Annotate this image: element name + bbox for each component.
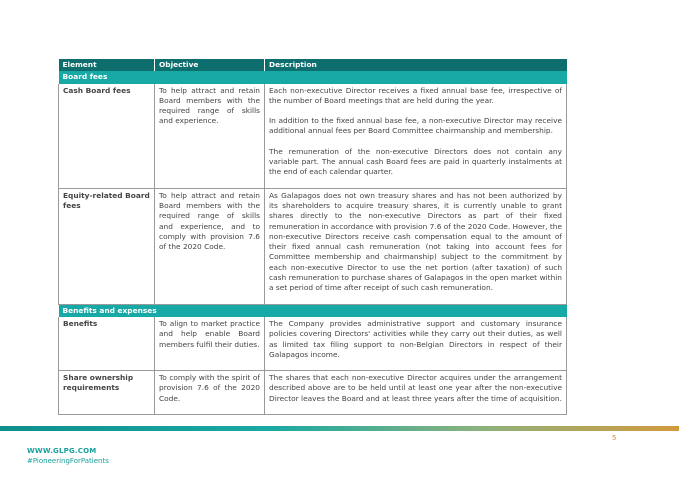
column-header-description: Description — [265, 59, 567, 71]
description-cell — [265, 84, 567, 189]
section-title: Board fees — [59, 71, 567, 83]
section-title: Benefits and expenses — [59, 304, 567, 317]
description-paragraph: In addition to the fixed annual base fee, a non-executive Director may receive additional annual fees per Board Committee chairmanship and membership. — [269, 116, 562, 136]
element-cell: Equity-related Board fees — [59, 188, 155, 304]
table-row — [59, 371, 567, 415]
remuneration-table — [58, 59, 567, 415]
objective-cell: To help attract and retain Board members with the required range of skills and experience. — [155, 84, 265, 189]
table-header-row — [59, 59, 567, 71]
website-link[interactable]: WWW.GLPG.COM — [27, 447, 97, 455]
element-cell: Share ownership requirements — [59, 371, 155, 415]
objective-cell: To comply with the spirit of provision 7.6 of the 2020 Code. — [155, 371, 265, 415]
description-cell — [265, 371, 567, 415]
description-paragraph: The Company provides administrative support and customary insurance policies covering Directors' activities while they carry out their duties, as well as limited tax filing support to non-Belgian Directors in respect of their Galapagos income. — [269, 318, 562, 359]
hashtag-text: #PioneeringForPatients — [27, 457, 109, 465]
section-row-benefits-expenses — [59, 304, 567, 317]
description-paragraph: The remuneration of the non-executive Directors does not contain any variable part. The annual cash Board fees are paid in quarterly instalments at the end of each calendar quarter. — [269, 146, 562, 177]
page-number: 5 — [612, 434, 617, 442]
section-row-board-fees — [59, 71, 567, 83]
objective-cell: To help attract and retain Board members with the required range of skills and experience, and to comply with provision 7.6 of the 2020 Code. — [155, 188, 265, 304]
objective-cell: To align to market practice and help enable Board members fulfil their duties. — [155, 317, 265, 371]
footer-gradient-bar — [0, 426, 679, 431]
table-row — [59, 317, 567, 371]
column-header-element: Element — [59, 59, 155, 71]
column-header-objective: Objective — [155, 59, 265, 71]
description-paragraph: The shares that each non-executive Director acquires under the arrangement described above are to be held until at least one year after the non-executive Director leaves the Board and at least three years after the time of acquisition. — [269, 373, 562, 403]
description-cell — [265, 317, 567, 371]
element-cell: Cash Board fees — [59, 84, 155, 189]
element-cell: Benefits — [59, 317, 155, 371]
description-cell — [265, 188, 567, 304]
table-row — [59, 188, 567, 304]
description-paragraph: Each non-executive Director receives a fixed annual base fee, irrespective of the number of Board meetings that are held during the year. — [269, 85, 562, 105]
table-row — [59, 84, 567, 189]
description-paragraph: As Galapagos does not own treasury shares and has not been authorized by its shareholders to acquire treasury shares, it is currently unable to grant shares directly to the non-executive Directors as part of their fixed remuneration in accordance with provision 7.6 of the 2020 Code. However, the non-executive Directors receive cash compensation equal to the amount of their fixed annual cash remuneration (not taking into account fees for Committee membership and chairmanship) subject to the commitment by each non-executive Director to use the net portion (after taxation) of such cash remuneration to purchase shares of Galapagos in the open market within a set period of time after receipt of such cash remuneration. — [269, 190, 562, 293]
